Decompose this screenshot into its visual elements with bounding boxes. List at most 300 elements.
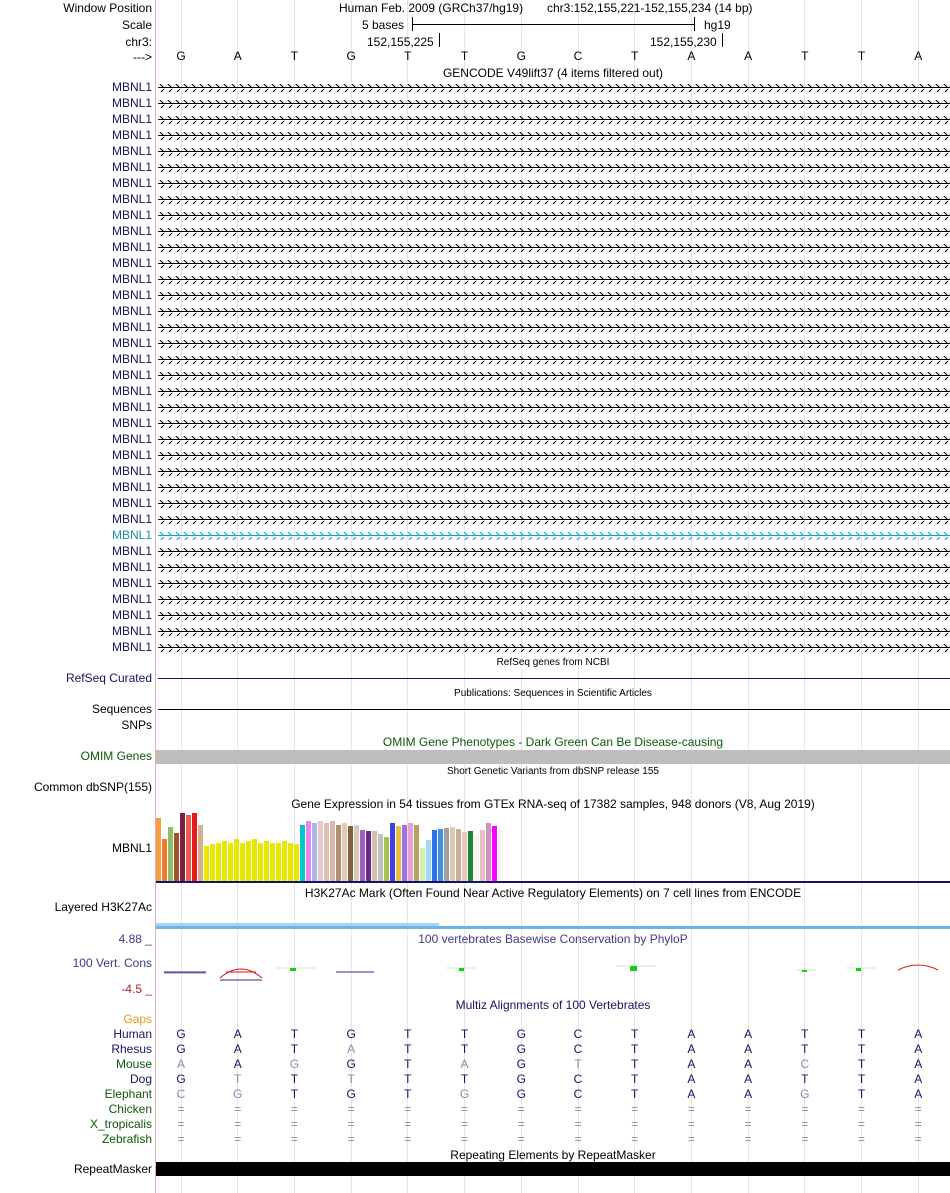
alignment-base: G xyxy=(233,1087,243,1101)
scale-text: 5 bases xyxy=(362,18,405,32)
phylop-min[interactable]: -4.5 _ xyxy=(121,982,152,996)
gencode-transcript[interactable] xyxy=(158,97,950,111)
multiz-track-title: Multiz Alignments of 100 Vertebrates xyxy=(455,998,651,1012)
track-area[interactable] xyxy=(156,0,950,1193)
phylop-max[interactable]: 4.88 _ xyxy=(118,932,152,946)
alignment-base: = xyxy=(801,1102,809,1116)
gencode-gene-label[interactable]: MBNL1 xyxy=(111,256,152,270)
gencode-gene-label[interactable]: MBNL1 xyxy=(111,320,152,334)
alignment-base: A xyxy=(744,1057,753,1071)
alignment-base: T xyxy=(631,1072,639,1086)
gtex-bar[interactable] xyxy=(294,844,299,881)
alignment-base: G xyxy=(516,1057,526,1071)
gtex-bar[interactable] xyxy=(306,821,311,881)
gtex-bar[interactable] xyxy=(324,823,329,881)
alignment-base: C xyxy=(573,1027,583,1041)
gencode-gene-label[interactable]: MBNL1 xyxy=(111,640,152,654)
gencode-transcript[interactable] xyxy=(158,225,950,239)
omim-feature[interactable] xyxy=(156,750,950,764)
gencode-gene-label[interactable]: MBNL1 xyxy=(111,112,152,126)
gencode-gene-label[interactable]: MBNL1 xyxy=(111,384,152,398)
species-label[interactable]: Rhesus xyxy=(111,1042,152,1056)
species-label[interactable]: X_tropicalis xyxy=(89,1117,152,1131)
gtex-bar[interactable] xyxy=(420,848,425,881)
alignment-base: = xyxy=(290,1132,298,1146)
gencode-gene-label[interactable]: MBNL1 xyxy=(111,592,152,606)
gtex-bar[interactable] xyxy=(162,839,167,881)
gencode-gene-label[interactable]: MBNL1 xyxy=(111,80,152,94)
alignment-base: = xyxy=(574,1102,582,1116)
gencode-gene-label[interactable]: MBNL1 xyxy=(111,368,152,382)
gtex-bar[interactable] xyxy=(450,827,455,881)
gtex-track-title: Gene Expression in 54 tissues from GTEx RNA-seq of 17382 samples, 948 donors (V8, Aug 2019) xyxy=(291,797,815,811)
gtex-bar[interactable] xyxy=(168,827,173,881)
gencode-gene-label[interactable]: MBNL1 xyxy=(111,304,152,318)
gencode-transcript[interactable] xyxy=(158,193,950,207)
gencode-gene-label[interactable]: MBNL1 xyxy=(111,352,152,366)
alignment-base: A xyxy=(914,1072,923,1086)
gtex-bar[interactable] xyxy=(414,825,419,881)
phylop-signal[interactable] xyxy=(156,950,950,990)
gencode-transcript[interactable] xyxy=(158,81,950,95)
db-text: hg19 xyxy=(704,18,731,32)
alignment-base: = xyxy=(631,1102,639,1116)
alignment-base: = xyxy=(744,1132,752,1146)
alignment-base: A xyxy=(744,1072,753,1086)
window-position-label[interactable]: Window Position xyxy=(63,1,152,15)
alignment-base: G xyxy=(346,1087,356,1101)
gtex-bar[interactable] xyxy=(426,840,431,881)
track-labels xyxy=(0,0,155,1193)
alignment-base: T xyxy=(404,1072,412,1086)
alignment-base: A xyxy=(233,1057,242,1071)
alignment-base: = xyxy=(234,1132,242,1146)
alignment-base: G xyxy=(176,1027,186,1041)
gtex-bar[interactable] xyxy=(342,823,347,881)
refseq-gene-line[interactable] xyxy=(158,678,950,679)
gtex-bar[interactable] xyxy=(216,843,221,881)
dbsnp-label[interactable]: Common dbSNP(155) xyxy=(33,780,152,794)
gencode-gene-label[interactable]: MBNL1 xyxy=(111,560,152,574)
gtex-bar[interactable] xyxy=(360,830,365,881)
gtex-bar[interactable] xyxy=(198,825,203,881)
alignment-base: = xyxy=(858,1102,866,1116)
phylop-mark xyxy=(856,968,861,971)
phylop-mark xyxy=(459,968,464,971)
alignment-base: G xyxy=(346,1027,356,1041)
alignment-base: T xyxy=(290,1027,299,1041)
alignment-base: T xyxy=(857,1057,866,1071)
gencode-transcript[interactable] xyxy=(158,593,950,607)
alignment-base: T xyxy=(290,1042,299,1056)
gencode-gene-label[interactable]: MBNL1 xyxy=(111,192,152,206)
gtex-bar[interactable] xyxy=(246,841,251,881)
gencode-transcript[interactable] xyxy=(158,113,950,127)
gtex-bar[interactable] xyxy=(480,830,485,881)
alignment-base: A xyxy=(176,1057,185,1071)
alignment-base: = xyxy=(687,1102,695,1116)
alignment-base: = xyxy=(858,1132,866,1146)
publications-line[interactable] xyxy=(158,709,950,710)
gencode-transcript[interactable] xyxy=(158,305,950,319)
scale-label[interactable]: Scale xyxy=(121,18,152,32)
assembly-text: Human Feb. 2009 (GRCh37/hg19) xyxy=(339,1,524,15)
alignment-base: = xyxy=(177,1117,185,1131)
dbsnp-track-title: Short Genetic Variants from dbSNP release 155 xyxy=(447,766,659,777)
alignment-base: T xyxy=(460,1042,469,1056)
alignment-base: C xyxy=(800,1057,810,1071)
gencode-transcript[interactable] xyxy=(158,401,950,415)
gencode-transcript[interactable] xyxy=(158,337,950,351)
position-text[interactable]: chr3:152,155,221-152,155,234 (14 bp) xyxy=(547,1,753,15)
alignment-base: = xyxy=(461,1117,469,1131)
base-letter: T xyxy=(631,49,639,63)
species-label[interactable]: Chicken xyxy=(108,1102,152,1116)
base-letter: T xyxy=(857,49,866,63)
alignment-base: T xyxy=(801,1027,809,1041)
alignment-base: T xyxy=(404,1042,412,1056)
alignment-base: A xyxy=(687,1057,696,1071)
gtex-bar[interactable] xyxy=(408,823,413,881)
gencode-transcript[interactable] xyxy=(158,609,950,623)
alignment-base: T xyxy=(857,1027,866,1041)
gtex-bar[interactable] xyxy=(402,825,407,881)
alignment-base: G xyxy=(800,1087,810,1101)
gencode-gene-label[interactable]: MBNL1 xyxy=(111,160,152,174)
alignment-base: = xyxy=(234,1117,242,1131)
species-label[interactable]: Dog xyxy=(129,1072,152,1086)
gtex-bar[interactable] xyxy=(396,826,401,881)
alignment-base: = xyxy=(234,1102,242,1116)
alignment-base: = xyxy=(517,1102,525,1116)
alignment-base: G xyxy=(176,1042,186,1056)
base-letter: G xyxy=(346,49,356,63)
gencode-gene-label[interactable]: MBNL1 xyxy=(111,528,152,542)
alignment-base: G xyxy=(516,1027,526,1041)
gtex-bar[interactable] xyxy=(186,815,191,881)
alignment-base: = xyxy=(801,1117,809,1131)
gtex-bar[interactable] xyxy=(174,833,179,881)
gtex-bar[interactable] xyxy=(234,839,239,881)
alignment-base: G xyxy=(289,1057,300,1071)
alignment-base: = xyxy=(177,1102,185,1116)
alignment-base: = xyxy=(801,1132,809,1146)
alignment-base: = xyxy=(914,1132,922,1146)
publications-label[interactable]: Sequences xyxy=(91,702,152,716)
gtex-bar[interactable] xyxy=(378,834,383,881)
gencode-gene-label[interactable]: MBNL1 xyxy=(111,128,152,142)
gencode-transcript[interactable] xyxy=(158,513,950,527)
gtex-bar[interactable] xyxy=(156,818,161,881)
alignment-base: G xyxy=(516,1087,526,1101)
alignment-base: = xyxy=(290,1117,298,1131)
base-letter: T xyxy=(801,49,809,63)
gencode-transcript[interactable] xyxy=(158,385,950,399)
omim-track-title: OMIM Gene Phenotypes - Dark Green Can Be Disease-causing xyxy=(382,735,724,749)
base-letter: T xyxy=(290,49,299,63)
gencode-transcript[interactable] xyxy=(158,145,950,159)
phylop-mark xyxy=(802,970,807,972)
gencode-transcript[interactable] xyxy=(158,353,950,367)
scale-bar xyxy=(412,24,695,25)
h3k27ac-label[interactable]: Layered H3K27Ac xyxy=(54,900,152,914)
gtex-bar[interactable] xyxy=(444,828,449,881)
gencode-gene-label[interactable]: MBNL1 xyxy=(111,208,152,222)
alignment-base: A xyxy=(914,1042,923,1056)
gencode-gene-label[interactable]: MBNL1 xyxy=(111,336,152,350)
alignment-base: = xyxy=(347,1117,355,1131)
gtex-bar[interactable] xyxy=(318,821,323,881)
alignment-base: G xyxy=(459,1087,470,1101)
alignment-base: T xyxy=(460,1027,469,1041)
repeatmasker-feature[interactable] xyxy=(156,1162,950,1176)
gencode-gene-label[interactable]: MBNL1 xyxy=(111,480,152,494)
alignment-base: A xyxy=(687,1087,696,1101)
gencode-transcript[interactable] xyxy=(158,497,950,511)
snps-label[interactable]: SNPs xyxy=(121,718,152,732)
gencode-transcript[interactable] xyxy=(158,529,950,543)
scale-bar-left-cap xyxy=(412,17,413,31)
gtex-bar[interactable] xyxy=(228,843,233,881)
alignment-base: = xyxy=(290,1102,298,1116)
gtex-bar[interactable] xyxy=(288,843,293,881)
tick-label-2: 152,155,230 xyxy=(650,35,717,49)
gtex-bar[interactable] xyxy=(354,825,359,881)
gencode-gene-label[interactable]: MBNL1 xyxy=(111,464,152,478)
gencode-transcript[interactable] xyxy=(158,625,950,639)
phylop-label[interactable]: 100 Vert. Cons xyxy=(72,956,152,970)
phylop-mark xyxy=(290,968,296,971)
gencode-transcript[interactable] xyxy=(158,257,950,271)
h3k27ac-baseline xyxy=(156,926,950,929)
omim-label[interactable]: OMIM Genes xyxy=(80,749,152,763)
gencode-transcript[interactable] xyxy=(158,465,950,479)
gencode-transcript[interactable] xyxy=(158,417,950,431)
alignment-base: T xyxy=(631,1087,639,1101)
publications-track-title: Publications: Sequences in Scientific Articles xyxy=(454,688,652,699)
phylop-track-title: 100 vertebrates Basewise Conservation by PhyloP xyxy=(418,932,688,946)
h3k27ac-track-title: H3K27Ac Mark (Often Found Near Active Regulatory Elements) on 7 cell lines from ENCODE xyxy=(304,886,802,900)
species-label[interactable]: Elephant xyxy=(104,1087,152,1101)
gencode-transcript[interactable] xyxy=(158,177,950,191)
gencode-gene-label[interactable]: MBNL1 xyxy=(111,496,152,510)
tick-mark-2 xyxy=(722,33,723,47)
gencode-transcript[interactable] xyxy=(158,545,950,559)
gtex-bar[interactable] xyxy=(468,831,473,881)
gtex-bar[interactable] xyxy=(276,843,281,881)
species-label[interactable]: Human xyxy=(113,1027,152,1041)
alignment-base: G xyxy=(346,1057,356,1071)
refseq-label[interactable]: RefSeq Curated xyxy=(65,671,152,685)
gencode-transcript[interactable] xyxy=(158,577,950,591)
repeatmasker-label[interactable]: RepeatMasker xyxy=(73,1162,152,1176)
alignment-base: = xyxy=(404,1117,412,1131)
alignment-base: = xyxy=(631,1117,639,1131)
alignment-base: A xyxy=(347,1042,356,1056)
gencode-gene-label[interactable]: MBNL1 xyxy=(111,432,152,446)
gtex-baseline xyxy=(156,881,950,883)
gtex-bar[interactable] xyxy=(432,830,437,881)
alignment-base: T xyxy=(290,1087,299,1101)
gtex-bar[interactable] xyxy=(462,832,467,881)
gtex-bar[interactable] xyxy=(258,843,263,881)
gencode-transcript[interactable] xyxy=(158,161,950,175)
gtex-bar[interactable] xyxy=(180,813,185,881)
gtex-bar[interactable] xyxy=(252,839,257,881)
gtex-bar[interactable] xyxy=(240,843,245,881)
phylop-mark xyxy=(898,965,938,970)
gencode-gene-label[interactable]: MBNL1 xyxy=(111,96,152,110)
alignment-base: G xyxy=(176,1072,186,1086)
refseq-track-title: RefSeq genes from NCBI xyxy=(496,657,610,668)
gencode-gene-label[interactable]: MBNL1 xyxy=(111,400,152,414)
alignment-base: = xyxy=(404,1102,412,1116)
species-label[interactable]: Mouse xyxy=(115,1057,152,1071)
alignment-base: T xyxy=(404,1057,412,1071)
alignment-base: = xyxy=(858,1117,866,1131)
gencode-gene-label[interactable]: MBNL1 xyxy=(111,608,152,622)
base-letter: A xyxy=(233,49,242,63)
alignment-base: T xyxy=(857,1072,866,1086)
alignment-base: G xyxy=(516,1072,526,1086)
gtex-bar[interactable] xyxy=(270,843,275,881)
gencode-gene-label[interactable]: MBNL1 xyxy=(111,544,152,558)
tick-label-1: 152,155,225 xyxy=(367,35,434,49)
alignment-base: G xyxy=(516,1042,526,1056)
base-letter: T xyxy=(404,49,412,63)
gencode-transcript[interactable] xyxy=(158,641,950,655)
gtex-bar[interactable] xyxy=(438,829,443,881)
alignment-base: T xyxy=(801,1072,809,1086)
gtex-bar[interactable] xyxy=(366,831,371,881)
gencode-gene-label[interactable]: MBNL1 xyxy=(111,512,152,526)
alignment-base: T xyxy=(801,1042,809,1056)
gencode-gene-label[interactable]: MBNL1 xyxy=(111,448,152,462)
gtex-bar[interactable] xyxy=(384,837,389,881)
gtex-bar[interactable] xyxy=(498,829,503,881)
gtex-bar[interactable] xyxy=(474,835,479,881)
phylop-mark xyxy=(220,969,262,978)
gencode-gene-label[interactable]: MBNL1 xyxy=(111,176,152,190)
gtex-bar-chart[interactable] xyxy=(156,811,950,881)
gtex-bar[interactable] xyxy=(372,831,377,881)
gencode-gene-label[interactable]: MBNL1 xyxy=(111,272,152,286)
base-letter: A xyxy=(744,49,753,63)
gencode-gene-label[interactable]: MBNL1 xyxy=(111,288,152,302)
alignment-base: A xyxy=(744,1042,753,1056)
alignment-base: A xyxy=(744,1027,753,1041)
alignment-base: = xyxy=(517,1132,525,1146)
gencode-transcript[interactable] xyxy=(158,481,950,495)
gencode-transcript[interactable] xyxy=(158,433,950,447)
gtex-bar[interactable] xyxy=(492,826,497,881)
alignment-base: A xyxy=(460,1057,469,1071)
gencode-transcript[interactable] xyxy=(158,209,950,223)
base-letter: C xyxy=(573,49,583,63)
gtex-bar[interactable] xyxy=(486,823,491,881)
alignment-base: T xyxy=(404,1027,412,1041)
gencode-gene-label[interactable]: MBNL1 xyxy=(111,224,152,238)
gtex-bar[interactable] xyxy=(264,841,269,881)
phylop-mark xyxy=(630,966,637,971)
gencode-gene-label[interactable]: MBNL1 xyxy=(111,624,152,638)
alignment-base: C xyxy=(573,1042,583,1056)
gtex-bar[interactable] xyxy=(222,841,227,881)
alignment-base: T xyxy=(631,1057,639,1071)
gencode-gene-label[interactable]: MBNL1 xyxy=(111,416,152,430)
alignment-base: T xyxy=(290,1072,299,1086)
gencode-transcript[interactable] xyxy=(158,289,950,303)
alignment-base: A xyxy=(687,1072,696,1086)
alignment-base: = xyxy=(177,1132,185,1146)
gtex-bar[interactable] xyxy=(204,846,209,881)
gtex-bar[interactable] xyxy=(282,841,287,881)
scale-bar-right-cap xyxy=(694,17,695,31)
base-letter: A xyxy=(914,49,923,63)
alignment-base: T xyxy=(460,1072,469,1086)
gencode-transcript[interactable] xyxy=(158,321,950,335)
alignment-base: T xyxy=(857,1087,866,1101)
tick-mark-1 xyxy=(439,33,440,47)
alignment-base: C xyxy=(573,1087,583,1101)
gtex-bar[interactable] xyxy=(300,825,305,881)
gencode-transcript[interactable] xyxy=(158,449,950,463)
gtex-bar[interactable] xyxy=(312,823,317,881)
alignment-base: A xyxy=(687,1042,696,1056)
gtex-bar[interactable] xyxy=(390,823,395,881)
alignment-base: T xyxy=(857,1042,866,1056)
gencode-gene-label[interactable]: MBNL1 xyxy=(111,240,152,254)
alignment-base: A xyxy=(233,1042,242,1056)
alignment-base: = xyxy=(914,1117,922,1131)
alignment-base: = xyxy=(574,1117,582,1131)
gencode-track-title: GENCODE V49lift37 (4 items filtered out) xyxy=(442,66,664,80)
gtex-bar[interactable] xyxy=(336,825,341,881)
gtex-bar[interactable] xyxy=(456,829,461,881)
base-letter: G xyxy=(176,49,186,63)
alignment-base: = xyxy=(687,1117,695,1131)
alignment-base: = xyxy=(461,1102,469,1116)
alignment-base: = xyxy=(347,1132,355,1146)
gtex-label[interactable]: MBNL1 xyxy=(111,841,152,855)
gencode-transcript[interactable] xyxy=(158,129,950,143)
gtex-bar[interactable] xyxy=(192,813,197,881)
gencode-transcript[interactable] xyxy=(158,241,950,255)
alignment-base: T xyxy=(234,1072,242,1086)
alignment-base: A xyxy=(687,1027,696,1041)
gencode-transcript[interactable] xyxy=(158,561,950,575)
alignment-base: T xyxy=(404,1087,412,1101)
alignment-base: T xyxy=(631,1042,639,1056)
gaps-label[interactable]: Gaps xyxy=(123,1012,152,1026)
alignment-base: A xyxy=(914,1057,923,1071)
alignment-base: = xyxy=(744,1102,752,1116)
chrom-label[interactable]: chr3: xyxy=(125,35,152,49)
alignment-base: = xyxy=(347,1102,355,1116)
strand-label[interactable]: ---> xyxy=(133,50,152,64)
alignment-base: C xyxy=(573,1072,583,1086)
species-label[interactable]: Zebrafish xyxy=(101,1132,152,1146)
alignment-base: = xyxy=(574,1132,582,1146)
alignment-base: A xyxy=(233,1027,242,1041)
gtex-bar[interactable] xyxy=(348,826,353,881)
gencode-gene-label[interactable]: MBNL1 xyxy=(111,576,152,590)
gencode-transcript[interactable] xyxy=(158,273,950,287)
gencode-transcript[interactable] xyxy=(158,369,950,383)
gencode-gene-label[interactable]: MBNL1 xyxy=(111,144,152,158)
gtex-bar[interactable] xyxy=(330,821,335,881)
gtex-bar[interactable] xyxy=(210,844,215,881)
